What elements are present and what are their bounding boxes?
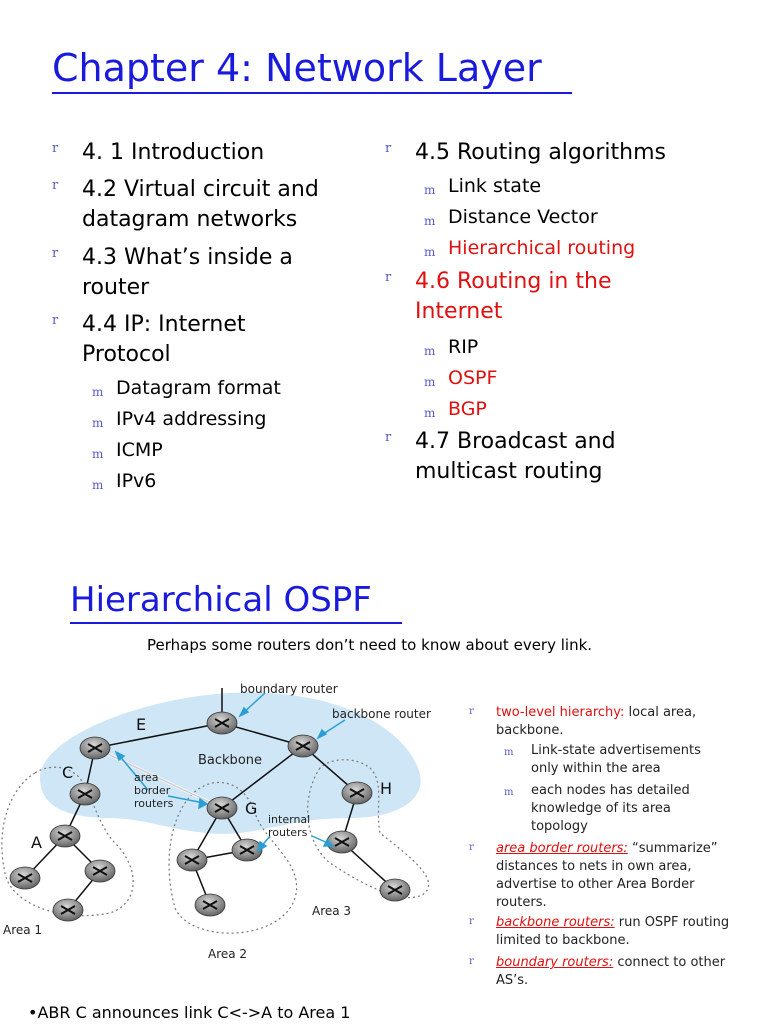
router-icon [288, 735, 318, 757]
toc-subitem [92, 468, 352, 494]
ospf-network-diagram [0, 668, 456, 968]
internal-routers-label-1: internal [268, 813, 311, 826]
two-level-hierarchy-desc: local area, backbone. [496, 705, 697, 738]
toc-subitem-label: IPv4 addressing [116, 408, 267, 430]
toc-subitem [424, 173, 724, 199]
toc-item-label: 4.7 Broadcast and multicast routing [415, 429, 616, 484]
backbone-routers-desc: run OSPF routing limited to backbone. [496, 915, 730, 948]
node-letter-g: G [245, 799, 258, 818]
router-icon [327, 831, 357, 853]
bullet-glyph: r [52, 246, 59, 261]
area-border-routers-desc: “summarize” distances to nets in own area, advertise to other Area Border routers. [496, 841, 718, 910]
toc-subitem-label: RIP [448, 336, 479, 358]
router-icon [53, 899, 83, 921]
toc-item-label: 4.5 Routing algorithms [415, 140, 666, 165]
boundary-router-label: boundary router [240, 682, 338, 696]
router-icon [70, 783, 100, 805]
bullet-glyph: r [385, 430, 392, 445]
slide2-title: Hierarchical OSPF [70, 580, 372, 620]
hierarchy-bullet [469, 704, 739, 740]
slide1-title-underline [52, 92, 572, 94]
area-border-routers-label-1: area [134, 771, 159, 784]
sub-bullet-glyph: m [424, 344, 436, 358]
toc-item-label: 4.3 What’s inside a router [82, 245, 293, 300]
bullet-glyph: r [469, 956, 474, 967]
footer-note: •ABR C announces link C<->A to Area 1 [28, 1003, 351, 1022]
toc-subitem [424, 235, 724, 261]
bullet-glyph: r [385, 270, 392, 285]
toc-item [52, 175, 352, 235]
slide2-subtitle: Perhaps some routers don’t need to know about every link. [147, 636, 593, 654]
hierarchy-subbullet [504, 742, 730, 778]
router-icon [380, 879, 410, 901]
router-icon [207, 712, 237, 734]
bullet-glyph: r [52, 313, 59, 328]
two-level-hierarchy-term: two-level hierarchy: [496, 705, 625, 720]
area-border-routers-label-2: border [134, 784, 171, 797]
bullet-glyph: r [469, 916, 474, 927]
sub-bullet-glyph: m [504, 787, 514, 798]
hierarchy-subbullet-label: Link-state advertisements only within the area [531, 743, 701, 776]
bullet-glyph: r [469, 842, 474, 853]
node-letter-a: A [31, 833, 42, 852]
router-icon [80, 737, 110, 759]
toc-item [52, 310, 302, 370]
toc-subitem [424, 365, 724, 391]
toc-item [385, 138, 715, 168]
toc-item-label: 4.4 IP: Internet Protocol [82, 312, 246, 367]
toc-item [52, 243, 332, 303]
toc-item-label: 4. 1 Introduction [82, 140, 265, 165]
sub-bullet-glyph: m [504, 747, 514, 758]
backbone-router-label: backbone router [332, 707, 431, 721]
slide1-title: Chapter 4: Network Layer [52, 46, 542, 90]
backbone-label: Backbone [198, 753, 263, 768]
sub-bullet-glyph: m [92, 478, 104, 492]
node-letter-c: C [62, 763, 74, 782]
toc-item-label: 4.6 Routing in the Internet [415, 269, 612, 324]
router-icon [10, 867, 40, 889]
toc-subitem-label: IPv6 [116, 470, 157, 492]
router-icon [195, 894, 225, 916]
bullet-glyph: r [52, 178, 59, 193]
router-icon [50, 825, 80, 847]
toc-item [385, 427, 645, 487]
bullet-glyph: r [52, 141, 59, 156]
bullet-glyph: r [385, 141, 392, 156]
toc-subitem-label: Link state [448, 175, 542, 197]
router-icon [342, 782, 372, 804]
hierarchy-subbullet [504, 782, 730, 836]
sub-bullet-glyph: m [92, 385, 104, 399]
toc-subitem [92, 437, 352, 463]
toc-item [385, 267, 645, 327]
boundary-routers-desc: connect to other AS’s. [496, 955, 726, 988]
toc-subitem [424, 396, 724, 422]
sub-bullet-glyph: m [424, 183, 436, 197]
sub-bullet-glyph: m [424, 375, 436, 389]
toc-subitem-label: ICMP [116, 439, 163, 461]
router-icon [85, 860, 115, 882]
boundary-routers-bullet [469, 954, 739, 990]
area-border-routers-term: area border routers: [496, 841, 628, 856]
backbone-routers-bullet [469, 914, 739, 950]
toc-subitem-label: Distance Vector [448, 206, 598, 228]
sub-bullet-glyph: m [424, 245, 436, 259]
toc-subitem [92, 406, 352, 432]
router-icon [177, 849, 207, 871]
boundary-routers-term: boundary routers: [496, 955, 614, 970]
sub-bullet-glyph: m [424, 406, 436, 420]
node-letter-e: E [136, 715, 147, 734]
slide2-title-underline [70, 622, 402, 624]
toc-subitem [92, 375, 352, 401]
hierarchy-subbullet-label: each nodes has detailed knowledge of its area topology [531, 783, 690, 834]
toc-subitem-label: BGP [448, 398, 487, 420]
area-border-routers-bullet [469, 840, 739, 912]
toc-subitem-label: Datagram format [116, 377, 281, 399]
sub-bullet-glyph: m [92, 447, 104, 461]
area-3-label: Area 3 [312, 904, 352, 918]
bullet-glyph: r [469, 706, 474, 717]
backbone-routers-term: backbone routers: [496, 915, 615, 930]
toc-item [52, 138, 352, 168]
toc-subitem [424, 204, 724, 230]
toc-item-label: 4.2 Virtual circuit and datagram networks [82, 177, 319, 232]
sub-bullet-glyph: m [424, 214, 436, 228]
router-icon [207, 797, 237, 819]
node-letter-h: H [380, 779, 393, 798]
toc-subitem-label: OSPF [448, 367, 498, 389]
toc-subitem [424, 334, 724, 360]
internal-routers-label-2: routers [268, 826, 308, 839]
area-border-routers-label-3: routers [134, 797, 174, 810]
sub-bullet-glyph: m [92, 416, 104, 430]
area-2-label: Area 2 [208, 947, 248, 961]
area-1-label: Area 1 [3, 923, 43, 937]
toc-subitem-label: Hierarchical routing [448, 237, 636, 259]
